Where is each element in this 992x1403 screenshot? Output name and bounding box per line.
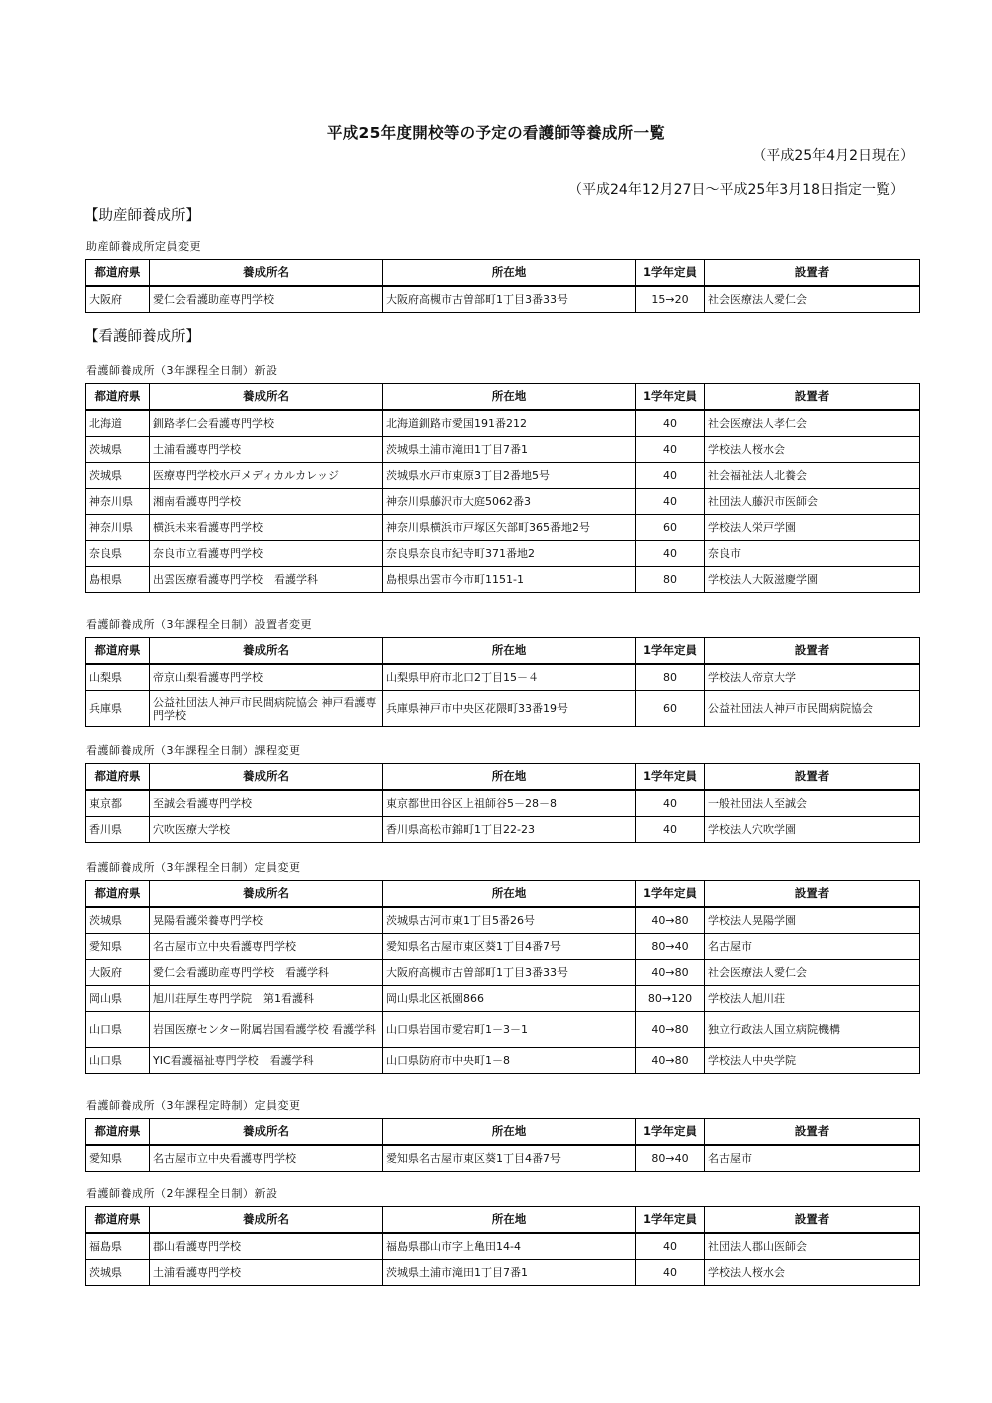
nurse-3yr-fulltime-course-change-table <box>85 763 920 843</box>
school-name-cell: 名古屋市立中央看護専門学校 <box>150 1145 383 1172</box>
founder-cell: 学校法人桜水会 <box>705 437 920 463</box>
capacity-cell: 80→40 <box>636 1145 705 1172</box>
table-row <box>86 489 920 515</box>
address-cell: 北海道釧路市愛国191番212 <box>383 410 636 437</box>
address-cell: 福島県郡山市字上亀田14-4 <box>383 1233 636 1260</box>
table-caption: 看護師養成所（3年課程全日制）設置者変更 <box>86 618 312 631</box>
capacity-cell: 40 <box>636 817 705 843</box>
founder-cell: 社会医療法人愛仁会 <box>705 286 920 313</box>
column-header: 都道府県 <box>86 1119 150 1146</box>
table-header-row <box>86 1119 920 1146</box>
column-header: 養成所名 <box>150 1207 383 1234</box>
table-row <box>86 1145 920 1172</box>
table-caption: 看護師養成所（3年課程定時制）定員変更 <box>86 1099 301 1112</box>
prefecture-cell: 福島県 <box>86 1233 150 1260</box>
address-cell: 兵庫県神戸市中央区花隈町33番19号 <box>383 691 636 727</box>
school-name-cell: 至誠会看護専門学校 <box>150 790 383 817</box>
midwife-section-heading: 【助産師養成所】 <box>84 208 200 224</box>
column-header: 1学年定員 <box>636 881 705 908</box>
prefecture-cell: 神奈川県 <box>86 489 150 515</box>
column-header: 1学年定員 <box>636 384 705 411</box>
founder-cell: 独立行政法人国立病院機構 <box>705 1012 920 1048</box>
table-row <box>86 907 920 934</box>
column-header: 養成所名 <box>150 764 383 791</box>
table-row <box>86 463 920 489</box>
founder-cell: 社団法人郡山医師会 <box>705 1233 920 1260</box>
column-header: 1学年定員 <box>636 764 705 791</box>
table-caption: 助産師養成所定員変更 <box>86 240 201 253</box>
address-cell: 山梨県甲府市北口2丁目15－４ <box>383 664 636 691</box>
address-cell: 奈良県奈良市紀寺町371番地2 <box>383 541 636 567</box>
capacity-cell: 40→80 <box>636 1048 705 1074</box>
column-header: 設置者 <box>705 260 920 287</box>
column-header: 所在地 <box>383 260 636 287</box>
table-row <box>86 691 920 727</box>
table-row <box>86 437 920 463</box>
column-header: 養成所名 <box>150 638 383 665</box>
prefecture-cell: 山口県 <box>86 1048 150 1074</box>
address-cell: 愛知県名古屋市東区葵1丁目4番7号 <box>383 934 636 960</box>
table-caption: 看護師養成所（3年課程全日制）課程変更 <box>86 744 301 757</box>
prefecture-cell: 茨城県 <box>86 1260 150 1286</box>
prefecture-cell: 茨城県 <box>86 463 150 489</box>
prefecture-cell: 茨城県 <box>86 437 150 463</box>
capacity-cell: 40 <box>636 1260 705 1286</box>
table-row <box>86 664 920 691</box>
school-name-cell: YIC看護福祉専門学校 看護学科 <box>150 1048 383 1074</box>
column-header: 1学年定員 <box>636 1119 705 1146</box>
table-row <box>86 960 920 986</box>
prefecture-cell: 北海道 <box>86 410 150 437</box>
school-name-cell: 釧路孝仁会看護専門学校 <box>150 410 383 437</box>
table-caption: 看護師養成所（2年課程全日制）新設 <box>86 1187 278 1200</box>
table-row <box>86 817 920 843</box>
address-cell: 東京都世田谷区上祖師谷5－28－8 <box>383 790 636 817</box>
founder-cell: 学校法人大阪滋慶学園 <box>705 567 920 593</box>
school-name-cell: 名古屋市立中央看護専門学校 <box>150 934 383 960</box>
table-row <box>86 1012 920 1048</box>
prefecture-cell: 山口県 <box>86 1012 150 1048</box>
prefecture-cell: 島根県 <box>86 567 150 593</box>
prefecture-cell: 愛知県 <box>86 934 150 960</box>
column-header: 養成所名 <box>150 260 383 287</box>
column-header: 所在地 <box>383 638 636 665</box>
capacity-cell: 60 <box>636 515 705 541</box>
founder-cell: 学校法人中央学院 <box>705 1048 920 1074</box>
founder-cell: 学校法人桜水会 <box>705 1260 920 1286</box>
table-header-row <box>86 1207 920 1234</box>
address-cell: 香川県高松市錦町1丁目22-23 <box>383 817 636 843</box>
column-header: 1学年定員 <box>636 260 705 287</box>
address-cell: 茨城県古河市東1丁目5番26号 <box>383 907 636 934</box>
address-cell: 山口県岩国市愛宕町1－3－1 <box>383 1012 636 1048</box>
address-cell: 大阪府高槻市古曽部町1丁目3番33号 <box>383 286 636 313</box>
founder-cell: 公益社団法人神戸市民間病院協会 <box>705 691 920 727</box>
capacity-cell: 80 <box>636 664 705 691</box>
column-header: 都道府県 <box>86 384 150 411</box>
prefecture-cell: 岡山県 <box>86 986 150 1012</box>
capacity-cell: 40 <box>636 410 705 437</box>
prefecture-cell: 香川県 <box>86 817 150 843</box>
column-header: 都道府県 <box>86 881 150 908</box>
column-header: 1学年定員 <box>636 1207 705 1234</box>
prefecture-cell: 茨城県 <box>86 907 150 934</box>
founder-cell: 学校法人帝京大学 <box>705 664 920 691</box>
nurse-section-heading: 【看護師養成所】 <box>84 329 200 345</box>
table-header-row <box>86 881 920 908</box>
table-row <box>86 1260 920 1286</box>
school-name-cell: 湘南看護専門学校 <box>150 489 383 515</box>
address-cell: 神奈川県横浜市戸塚区矢部町365番地2号 <box>383 515 636 541</box>
column-header: 設置者 <box>705 764 920 791</box>
table-caption: 看護師養成所（3年課程全日制）定員変更 <box>86 861 301 874</box>
school-name-cell: 医療専門学校水戸メディカルカレッジ <box>150 463 383 489</box>
capacity-cell: 40→80 <box>636 907 705 934</box>
table-row <box>86 790 920 817</box>
founder-cell: 一般社団法人至誠会 <box>705 790 920 817</box>
midwife-capacity-change-table <box>85 259 920 313</box>
capacity-cell: 40 <box>636 463 705 489</box>
column-header: 所在地 <box>383 1119 636 1146</box>
school-name-cell: 公益社団法人神戸市民間病院協会 神戸看護専門学校 <box>150 691 383 727</box>
capacity-cell: 60 <box>636 691 705 727</box>
prefecture-cell: 兵庫県 <box>86 691 150 727</box>
school-name-cell: 土浦看護専門学校 <box>150 1260 383 1286</box>
capacity-cell: 40→80 <box>636 1012 705 1048</box>
table-row <box>86 1048 920 1074</box>
capacity-cell: 40 <box>636 437 705 463</box>
page-title: 平成25年度開校等の予定の看護師等養成所一覧 <box>326 124 666 142</box>
table-caption: 看護師養成所（3年課程全日制）新設 <box>86 364 278 377</box>
column-header: 1学年定員 <box>636 638 705 665</box>
column-header: 都道府県 <box>86 764 150 791</box>
column-header: 設置者 <box>705 881 920 908</box>
table-header-row <box>86 638 920 665</box>
column-header: 所在地 <box>383 881 636 908</box>
column-header: 所在地 <box>383 1207 636 1234</box>
as-of-date: （平成25年4月2日現在） <box>752 148 914 164</box>
table-row <box>86 567 920 593</box>
school-name-cell: 穴吹医療大学校 <box>150 817 383 843</box>
founder-cell: 学校法人穴吹学園 <box>705 817 920 843</box>
nurse-3yr-fulltime-new-table <box>85 383 920 593</box>
column-header: 設置者 <box>705 638 920 665</box>
table-header-row <box>86 384 920 411</box>
school-name-cell: 愛仁会看護助産専門学校 <box>150 286 383 313</box>
table-row <box>86 1233 920 1260</box>
column-header: 都道府県 <box>86 1207 150 1234</box>
table-row <box>86 541 920 567</box>
prefecture-cell: 大阪府 <box>86 286 150 313</box>
address-cell: 神奈川県藤沢市大庭5062番3 <box>383 489 636 515</box>
designation-range: （平成24年12月27日～平成25年3月18日指定一覧） <box>568 182 904 198</box>
prefecture-cell: 東京都 <box>86 790 150 817</box>
address-cell: 山口県防府市中央町1－8 <box>383 1048 636 1074</box>
founder-cell: 学校法人旭川荘 <box>705 986 920 1012</box>
founder-cell: 学校法人晃陽学園 <box>705 907 920 934</box>
prefecture-cell: 山梨県 <box>86 664 150 691</box>
column-header: 養成所名 <box>150 881 383 908</box>
nurse-3yr-fulltime-capacity-change-table <box>85 880 920 1074</box>
school-name-cell: 晃陽看護栄養専門学校 <box>150 907 383 934</box>
table-header-row <box>86 764 920 791</box>
address-cell: 大阪府高槻市古曽部町1丁目3番33号 <box>383 960 636 986</box>
capacity-cell: 15→20 <box>636 286 705 313</box>
nurse-2yr-fulltime-new-table <box>85 1206 920 1286</box>
capacity-cell: 40 <box>636 1233 705 1260</box>
prefecture-cell: 大阪府 <box>86 960 150 986</box>
column-header: 所在地 <box>383 764 636 791</box>
column-header: 養成所名 <box>150 1119 383 1146</box>
founder-cell: 社会福祉法人北養会 <box>705 463 920 489</box>
school-name-cell: 愛仁会看護助産専門学校 看護学科 <box>150 960 383 986</box>
column-header: 都道府県 <box>86 638 150 665</box>
school-name-cell: 土浦看護専門学校 <box>150 437 383 463</box>
prefecture-cell: 神奈川県 <box>86 515 150 541</box>
capacity-cell: 80 <box>636 567 705 593</box>
capacity-cell: 40 <box>636 790 705 817</box>
school-name-cell: 出雲医療看護専門学校 看護学科 <box>150 567 383 593</box>
founder-cell: 社会医療法人愛仁会 <box>705 960 920 986</box>
nurse-3yr-fulltime-founder-change-table <box>85 637 920 727</box>
capacity-cell: 80→40 <box>636 934 705 960</box>
founder-cell: 学校法人栄戸学園 <box>705 515 920 541</box>
table-row <box>86 934 920 960</box>
column-header: 養成所名 <box>150 384 383 411</box>
address-cell: 茨城県水戸市東原3丁目2番地5号 <box>383 463 636 489</box>
address-cell: 茨城県土浦市滝田1丁目7番1 <box>383 437 636 463</box>
capacity-cell: 40 <box>636 489 705 515</box>
school-name-cell: 岩国医療センター附属岩国看護学校 看護学科 <box>150 1012 383 1048</box>
address-cell: 岡山県北区祇園866 <box>383 986 636 1012</box>
school-name-cell: 帝京山梨看護専門学校 <box>150 664 383 691</box>
prefecture-cell: 奈良県 <box>86 541 150 567</box>
founder-cell: 社会医療法人孝仁会 <box>705 410 920 437</box>
column-header: 所在地 <box>383 384 636 411</box>
capacity-cell: 40→80 <box>636 960 705 986</box>
capacity-cell: 40 <box>636 541 705 567</box>
school-name-cell: 横浜未来看護専門学校 <box>150 515 383 541</box>
founder-cell: 社団法人藤沢市医師会 <box>705 489 920 515</box>
address-cell: 愛知県名古屋市東区葵1丁目4番7号 <box>383 1145 636 1172</box>
founder-cell: 奈良市 <box>705 541 920 567</box>
table-row <box>86 286 920 313</box>
column-header: 設置者 <box>705 384 920 411</box>
column-header: 設置者 <box>705 1119 920 1146</box>
column-header: 都道府県 <box>86 260 150 287</box>
table-row <box>86 410 920 437</box>
address-cell: 島根県出雲市今市町1151-1 <box>383 567 636 593</box>
school-name-cell: 旭川荘厚生専門学院 第1看護科 <box>150 986 383 1012</box>
school-name-cell: 郡山看護専門学校 <box>150 1233 383 1260</box>
prefecture-cell: 愛知県 <box>86 1145 150 1172</box>
table-row <box>86 986 920 1012</box>
table-header-row <box>86 260 920 287</box>
school-name-cell: 奈良市立看護専門学校 <box>150 541 383 567</box>
table-row <box>86 515 920 541</box>
founder-cell: 名古屋市 <box>705 1145 920 1172</box>
nurse-3yr-parttime-capacity-change-table <box>85 1118 920 1172</box>
address-cell: 茨城県土浦市滝田1丁目7番1 <box>383 1260 636 1286</box>
founder-cell: 名古屋市 <box>705 934 920 960</box>
column-header: 設置者 <box>705 1207 920 1234</box>
capacity-cell: 80→120 <box>636 986 705 1012</box>
